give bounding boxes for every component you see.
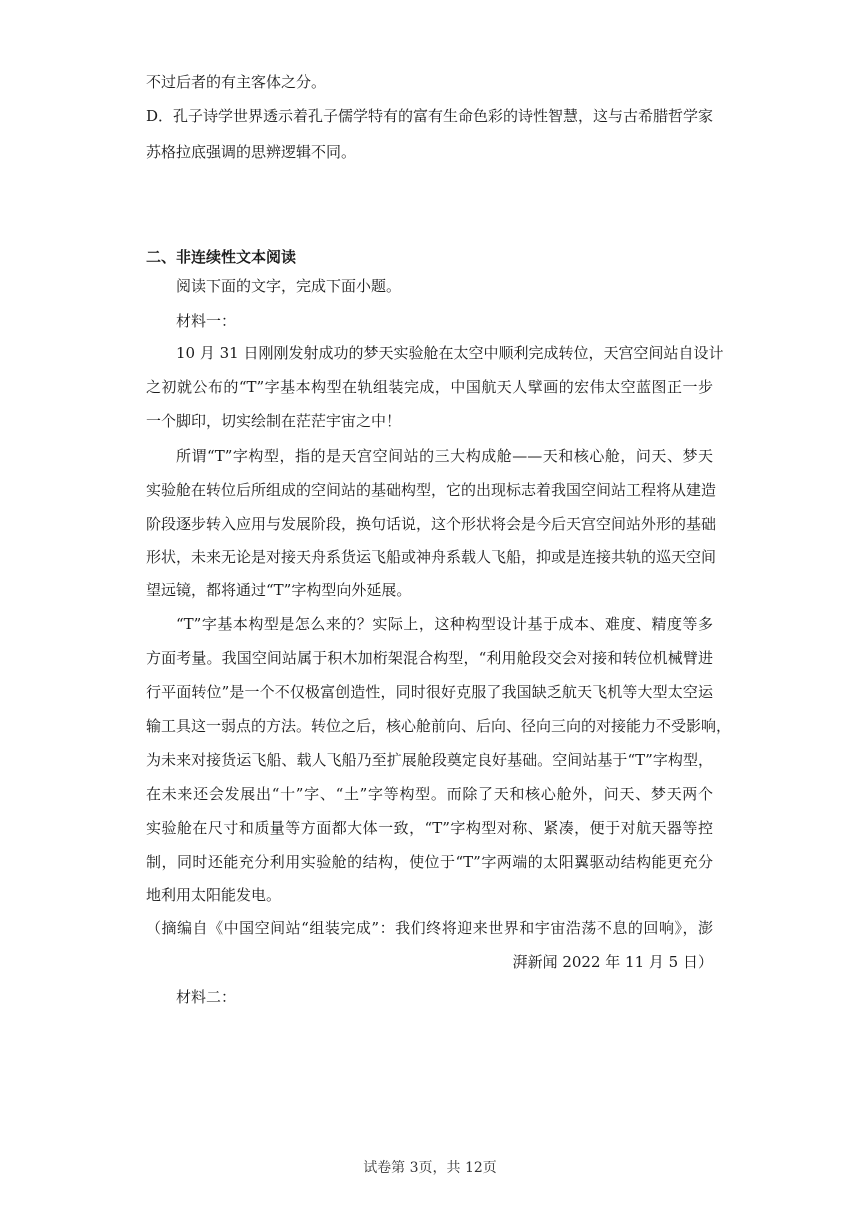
paragraph-line: 在未来还会发展出“十”字、“土”字等构型。而除了天和核心舱外，问天、梦天两个	[146, 785, 713, 803]
paragraph-line: 一个脚印，切实绘制在茫茫宇宙之中！	[146, 412, 402, 430]
paragraph-line: 望远镜，都将通过“T”字构型向外延展。	[146, 581, 412, 599]
paragraph-line: 输工具这一弱点的方法。转位之后，核心舱前向、后向、径向三向的对接能力不受影响，	[146, 717, 732, 735]
paragraph-line: “T”字基本构型是怎么来的？实际上，这种构型设计基于成本、难度、精度等多	[176, 615, 713, 633]
paragraph-line: 阶段逐步转入应用与发展阶段，换句话说，这个形状将会是今后天宫空间站外形的基础	[146, 515, 717, 533]
paragraph-line: 所谓“T”字构型，指的是天宫空间站的三大构成舱——天和核心舱，问天、梦天	[176, 447, 713, 465]
paragraph-line: 之初就公布的“T”字基本构型在轨组装完成，中国航天人擘画的宏伟太空蓝图正一步	[146, 378, 713, 396]
paragraph-line: 10 月 31 日刚刚发射成功的梦天实验舱在太空中顺利完成转位，天宫空间站自设计	[176, 344, 724, 362]
page-footer: 试卷第 3页，共 12页	[363, 1160, 497, 1176]
option-d-line: 苏格拉底强调的思辨逻辑不同。	[146, 143, 357, 161]
paragraph-line: 形状，未来无论是对接天舟系货运飞船或神舟系载人飞船，抑或是连接共轨的巡天空间	[146, 548, 717, 566]
source-citation: 湃新闻 2022 年 11 月 5 日）	[512, 953, 713, 971]
material-label: 材料二：	[176, 988, 237, 1006]
paragraph-line: 制，同时还能充分利用实验舱的结构，使位于“T”字两端的太阳翼驱动结构能更充分	[146, 853, 713, 871]
section-heading: 二、非连续性文本阅读	[146, 248, 297, 266]
paragraph-line: 实验舱在转位后所组成的空间站的基础构型，它的出现标志着我国空间站工程将从建造	[146, 481, 717, 499]
material-label: 材料一：	[176, 312, 237, 330]
paragraph-line: 行平面转位”是一个不仅极富创造性，同时很好克服了我国缺乏航天飞机等大型太空运	[146, 683, 713, 701]
paragraph-line: 方面考量。我国空间站属于积木加桁架混合构型，“利用舱段交会对接和转位机械臂进	[146, 649, 713, 667]
paragraph-line: 实验舱在尺寸和质量等方面都大体一致，“T”字构型对称、紧凑，便于对航天器等控	[146, 819, 713, 837]
text-line: 不过后者的有主客体之分。	[146, 73, 327, 91]
paragraph-line: 地利用太阳能发电。	[146, 886, 282, 904]
source-citation: （摘编自《中国空间站“组装完成”：我们终将迎来世界和宇宙浩荡不息的回响》，澎	[146, 919, 713, 937]
option-d-line: D．孔子诗学世界透示着孔子儒学特有的富有生命色彩的诗性智慧，这与古希腊哲学家	[146, 107, 714, 125]
instruction-text: 阅读下面的文字，完成下面小题。	[176, 277, 402, 295]
paragraph-line: 为未来对接货运飞船、载人飞船乃至扩展舱段奠定良好基础。空间站基于“T”字构型，	[146, 751, 713, 769]
